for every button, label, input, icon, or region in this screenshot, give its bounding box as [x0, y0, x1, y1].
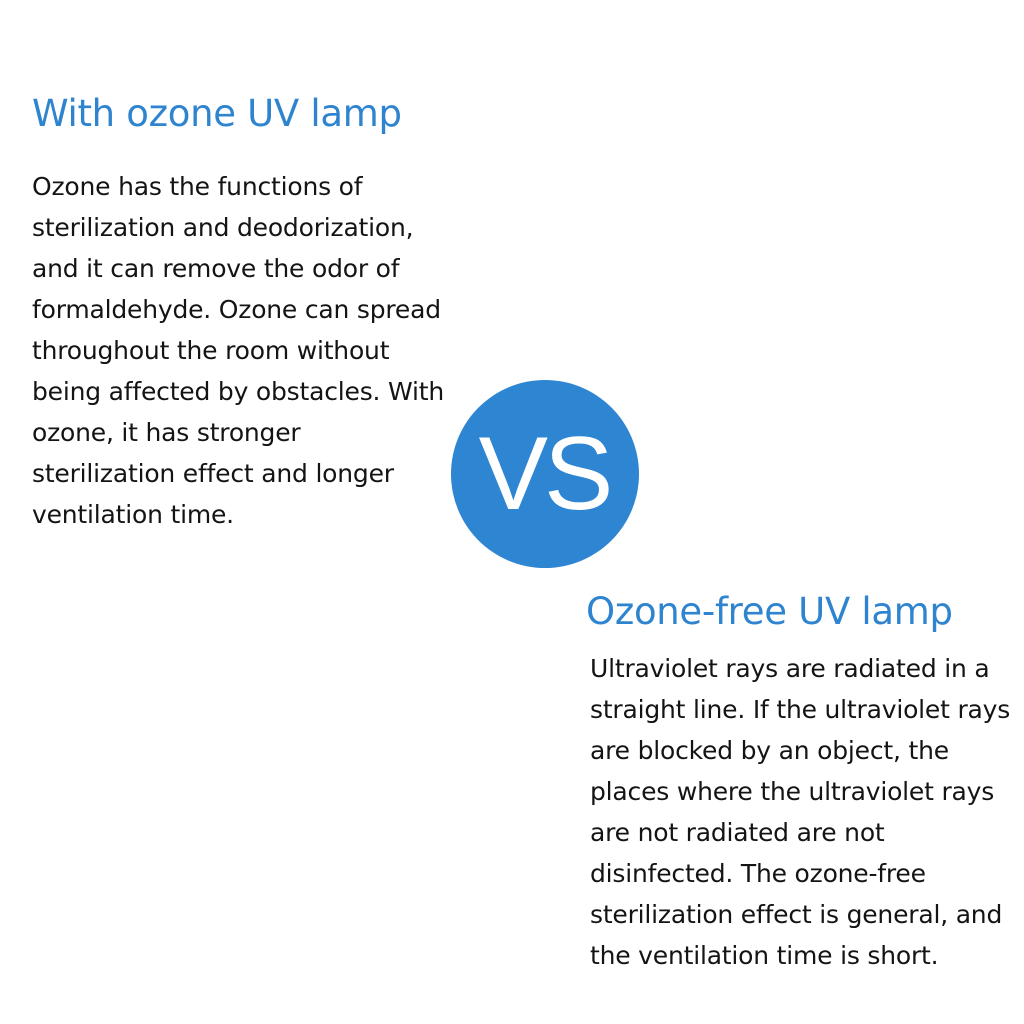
- ozone-free-lamp-title: Ozone-free UV lamp: [586, 590, 953, 633]
- ozone-lamp-description: Ozone has the functions of sterilization and deodorization, and it can remove the odor of formaldehyde. Ozone can spread throughout the room without being affected by obstacles. With ozone, it has stronger sterilization effect and longer ventilation time.: [32, 172, 444, 529]
- ozone-free-lamp-section: [586, 588, 1022, 976]
- ozone-lamp-title: With ozone UV lamp: [32, 92, 402, 135]
- vs-label: VS: [478, 416, 610, 532]
- ozone-lamp-section: [32, 90, 452, 535]
- ozone-free-lamp-description: Ultraviolet rays are radiated in a straight line. If the ultraviolet rays are blocked by an object, the places where the ultraviolet rays are not radiated are not disinfected. The ozone-free sterilization effect is general, and the ventilation time is short.: [590, 654, 1011, 970]
- vs-badge: [451, 380, 639, 568]
